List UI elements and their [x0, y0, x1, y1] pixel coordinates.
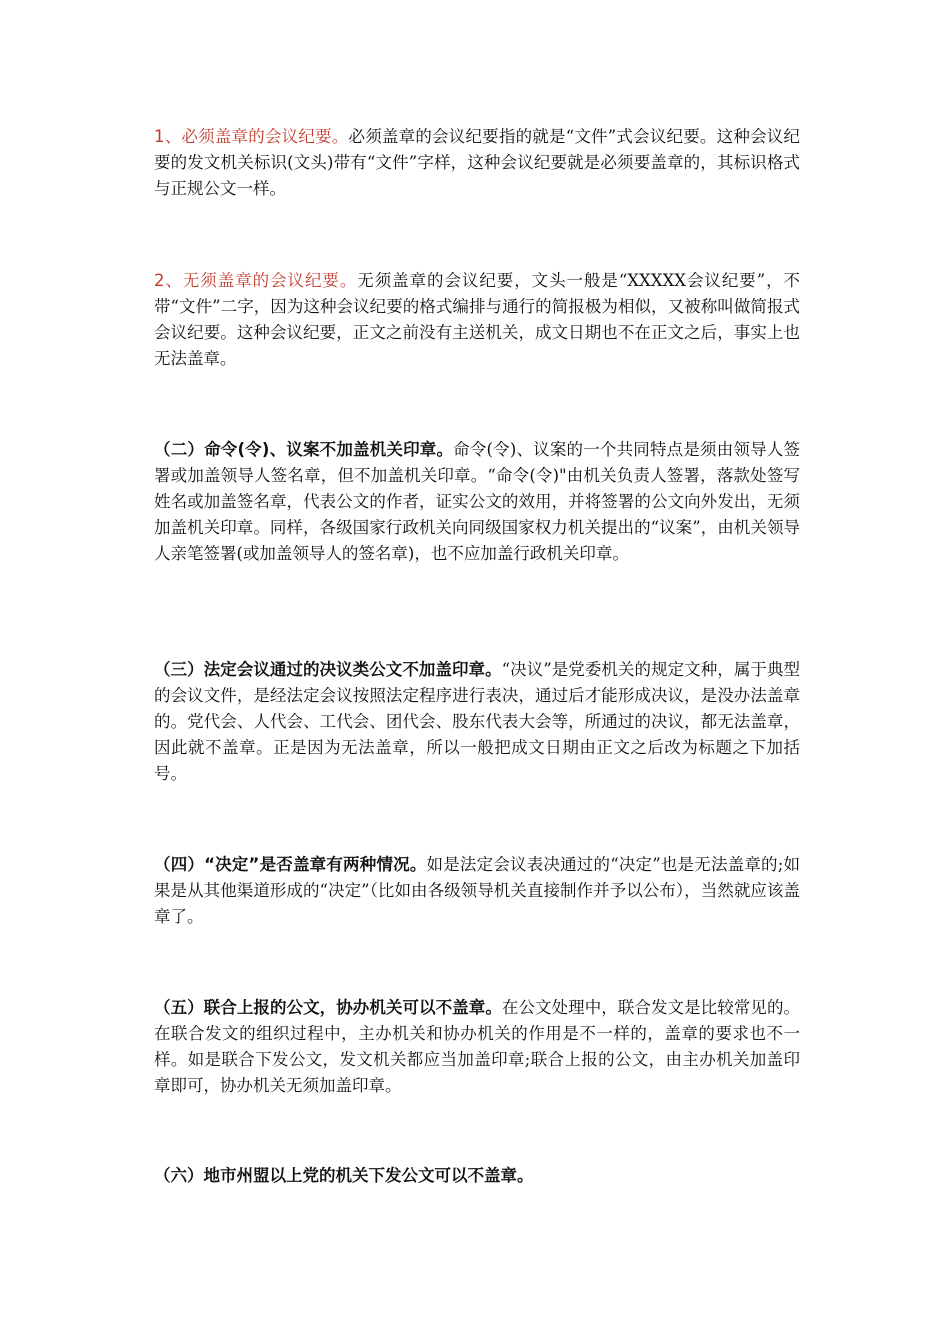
paragraph-body: 命令(令)、议案的一个共同特点是须由领导人签署或加盖领导人签名章，但不加盖机关印章。“命令(令)"由机关负责人签署，落款处签写姓名或加盖签名章，代表公文的作者，证实公文的效用，并将签署的公文向外发出，无须加盖机关印章。同样，各级国家行政机关向同级国家权力机关提出的“议案”，由机关领导人亲笔签署(或加盖领导人的签名章)，也不应加盖行政机关印章。	[154, 440, 801, 563]
paragraph-body: 无须盖章的会议纪要，文头一般是“XXXXX会议纪要”，不带“文件”二字，因为这种会议纪要的格式编排与通行的简报极为相似，又被称叫做简报式会议纪要。这种会议纪要，正文之前没有主送机关，成文日期也不在正文之后，事实上也无法盖章。	[154, 271, 801, 368]
paragraph-heading: 1、必须盖章的会议纪要。	[154, 127, 349, 146]
paragraph-decisions	[154, 852, 800, 930]
paragraph-body: 如是法定会议表决通过的“决定”也是无法盖章的;如果是从其他渠道形成的“决定”（比如由各级领导机关直接制作并予以公布），当然就应该盖章了。	[154, 855, 800, 926]
paragraph-body: 必须盖章的会议纪要指的就是“文件”式会议纪要。这种会议纪要的发文机关标识(文头)带有“文件”字样，这种会议纪要就是必须要盖章的，其标识格式与正规公文一样。	[154, 127, 800, 198]
paragraph-body: “决议”是党委机关的规定文种，属于典型的会议文件，是经法定会议按照法定程序进行表决，通过后才能形成决议，是没办法盖章的。党代会、人代会、工代会、团代会、股东代表大会等，所通过的决议，都无法盖章，因此就不盖章。正是因为无法盖章，所以一般把成文日期由正文之后改为标题之下加括号。	[154, 660, 801, 783]
paragraph-heading: 2、无须盖章的会议纪要。	[154, 271, 358, 290]
paragraph-heading: （六）地市州盟以上党的机关下发公文可以不盖章。	[154, 1166, 534, 1185]
paragraph-heading: （五）联合上报的公文，协办机关可以不盖章。	[154, 998, 502, 1017]
paragraph-heading: （四）“决定”是否盖章有两种情况。	[154, 855, 427, 874]
paragraph-sealed-meeting-minutes	[154, 124, 800, 202]
paragraph-body: 在公文处理中，联合发文是比较常见的。在联合发文的组织过程中，主办机关和协办机关的作用是不一样的，盖章的要求也不一样。如是联合下发公文，发文机关都应当加盖印章;联合上报的公文，由主办机关加盖印章即可，协办机关无须加盖印章。	[154, 998, 801, 1095]
paragraph-unsealed-meeting-minutes	[154, 268, 800, 372]
paragraph-party-organs	[154, 1163, 800, 1189]
paragraph-orders-and-motions	[154, 437, 800, 567]
paragraph-heading: （二）命令(令)、议案不加盖机关印章。	[154, 440, 454, 459]
paragraph-joint-reports	[154, 995, 800, 1099]
paragraph-heading: （三）法定会议通过的决议类公文不加盖印章。	[154, 660, 502, 679]
paragraph-resolutions	[154, 657, 800, 787]
